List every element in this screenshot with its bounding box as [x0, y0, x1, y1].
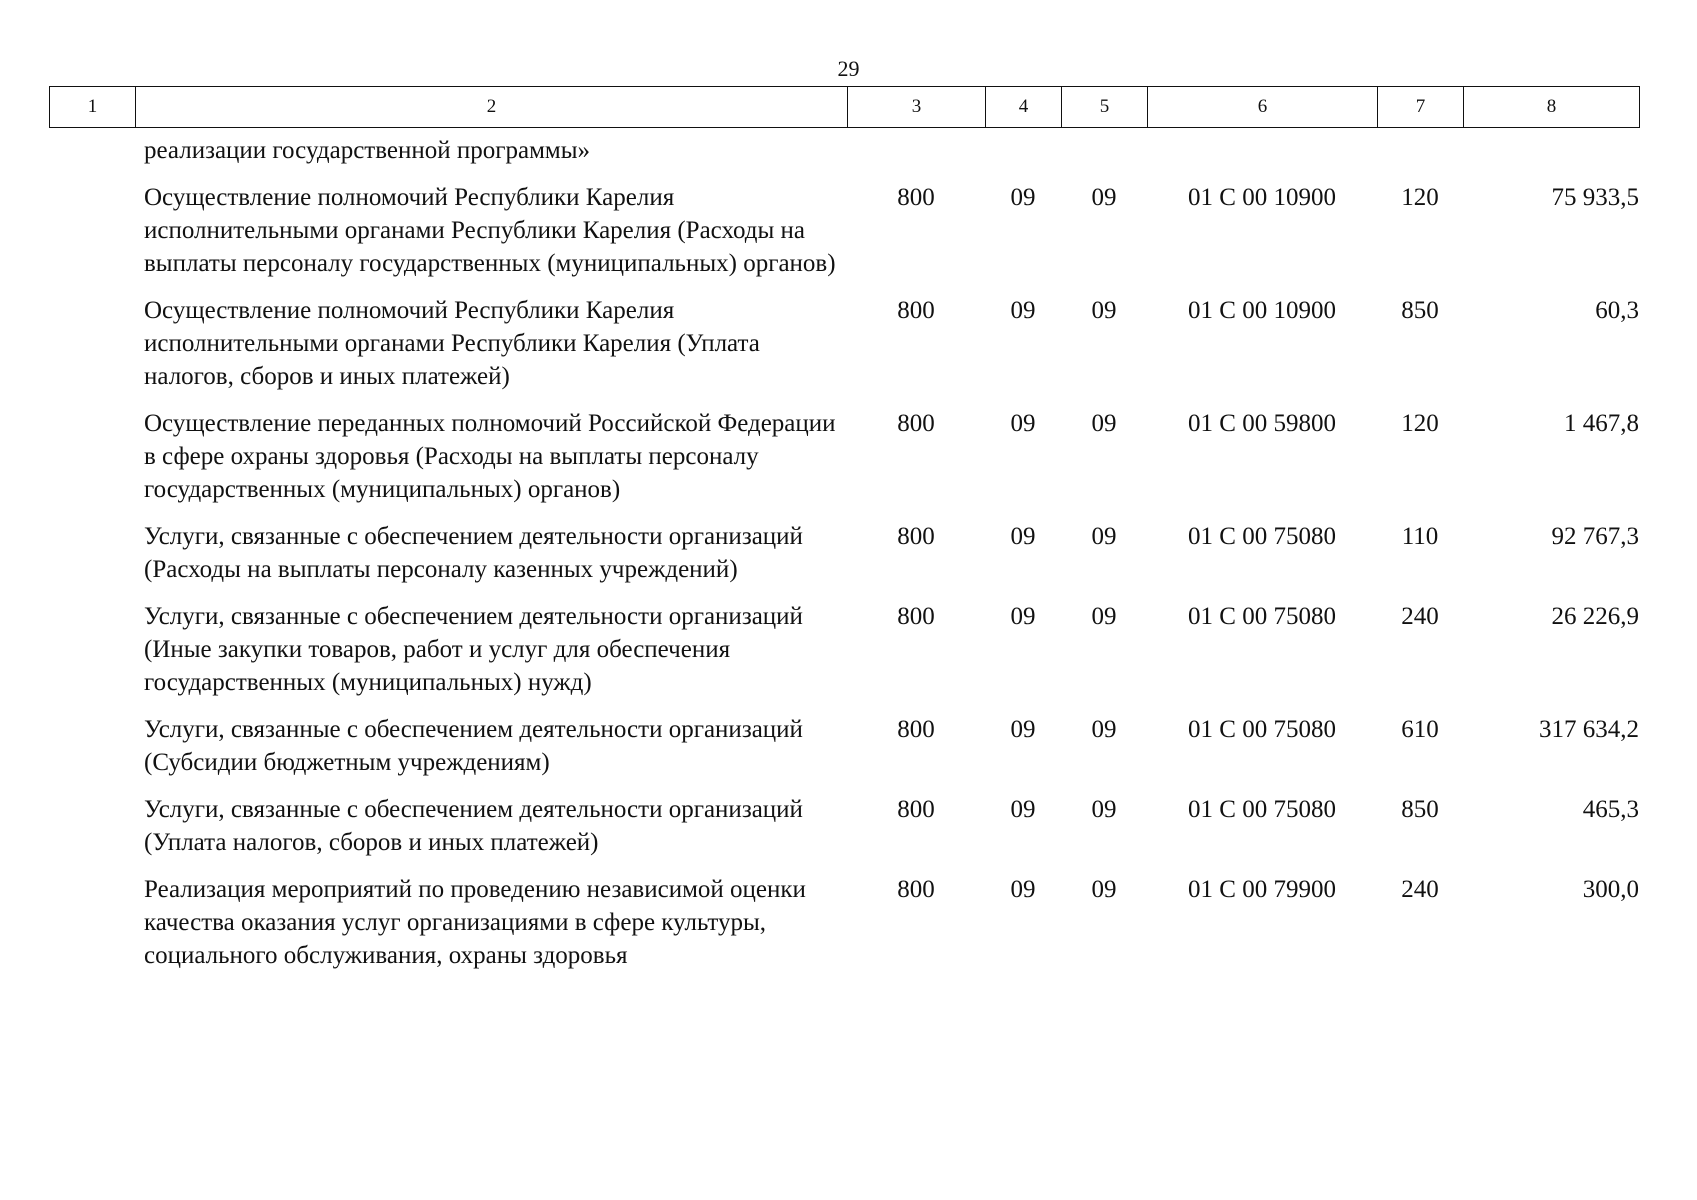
- subsection-code: 09: [1091, 796, 1117, 823]
- column-header-5: 5: [1062, 87, 1148, 128]
- subsection-code: 09: [1091, 297, 1117, 324]
- target-article-code: [1147, 130, 1377, 167]
- expense-type-code: 110: [1401, 523, 1439, 550]
- expense-name: Услуги, связанные с обеспечением деятельности организаций (Субсидии бюджетным учреждениям): [144, 716, 803, 776]
- subsection-code: 09: [1091, 523, 1117, 550]
- ministry-code: 800: [897, 876, 935, 903]
- table-row: [49, 167, 1639, 280]
- expense-name: Услуги, связанные с обеспечением деятельности организаций (Расходы на выплаты персоналу казенных учреждений): [144, 523, 803, 583]
- table-row: [49, 699, 1639, 779]
- budget-table-body: [49, 130, 1639, 972]
- ministry-code: 800: [897, 184, 935, 211]
- target-article-code: 01 С 00 75080: [1188, 716, 1336, 743]
- amount: 60,3: [1595, 297, 1639, 324]
- amount: [1463, 130, 1639, 167]
- column-header-1: 1: [50, 87, 136, 128]
- section-code: 09: [1010, 876, 1036, 903]
- table-row: [49, 393, 1639, 506]
- expense-type-code: 120: [1401, 184, 1439, 211]
- section-code: 09: [1010, 184, 1036, 211]
- amount: 300,0: [1582, 876, 1639, 903]
- subsection-code: 09: [1091, 876, 1117, 903]
- table-row: [49, 779, 1639, 859]
- subsection-code: 09: [1091, 716, 1117, 743]
- column-header-3: 3: [848, 87, 986, 128]
- expense-type-code: 850: [1401, 297, 1439, 324]
- page-number: 29: [837, 56, 860, 81]
- column-header-table: [49, 86, 1640, 128]
- expense-type-code: 850: [1401, 796, 1439, 823]
- expense-name: Услуги, связанные с обеспечением деятельности организаций (Уплата налогов, сборов и иных платежей): [144, 796, 803, 856]
- column-header-2: 2: [136, 87, 848, 128]
- target-article-code: 01 С 00 79900: [1188, 876, 1336, 903]
- ministry-code: 800: [897, 796, 935, 823]
- expense-name: Услуги, связанные с обеспечением деятельности организаций (Иные закупки товаров, работ и услуг для обеспечения государственных (муниципальных) нужд): [144, 603, 803, 696]
- table-row: [49, 859, 1639, 972]
- section-code: 09: [1010, 796, 1036, 823]
- amount: 75 933,5: [1551, 184, 1639, 211]
- column-header-6: 6: [1148, 87, 1378, 128]
- ministry-code: 800: [897, 603, 935, 630]
- section-code: [985, 130, 1061, 167]
- amount: 317 634,2: [1539, 716, 1639, 743]
- table-row: [49, 586, 1639, 699]
- expense-name: Осуществление полномочий Республики Карелия исполнительными органами Республики Карелия (Расходы на выплаты персоналу государственных (муниципальных) органов): [144, 184, 836, 277]
- amount: 92 767,3: [1551, 523, 1639, 550]
- table-row: [49, 280, 1639, 393]
- section-code: 09: [1010, 716, 1036, 743]
- expense-type-code: 240: [1401, 603, 1439, 630]
- column-header-row: [50, 87, 1640, 128]
- target-article-code: 01 С 00 59800: [1188, 410, 1336, 437]
- section-code: 09: [1010, 603, 1036, 630]
- ministry-code: 800: [897, 523, 935, 550]
- amount: 1 467,8: [1564, 410, 1639, 437]
- expense-name: Реализация мероприятий по проведению независимой оценки качества оказания услуг организациями в сфере культуры, социального обслуживания, охраны здоровья: [144, 876, 806, 969]
- subsection-code: 09: [1091, 410, 1117, 437]
- subsection-code: 09: [1091, 603, 1117, 630]
- expense-name: Осуществление полномочий Республики Карелия исполнительными органами Республики Карелия (Уплата налогов, сборов и иных платежей): [144, 297, 760, 390]
- expense-type-code: 240: [1401, 876, 1439, 903]
- target-article-code: 01 С 00 75080: [1188, 603, 1336, 630]
- expense-name: Осуществление переданных полномочий Российской Федерации в сфере охраны здоровья (Расходы на выплаты персоналу государственных (муниципальных) органов): [144, 410, 836, 503]
- target-article-code: 01 С 00 75080: [1188, 796, 1336, 823]
- expense-type-code: 610: [1401, 716, 1439, 743]
- section-code: 09: [1010, 523, 1036, 550]
- target-article-code: 01 С 00 75080: [1188, 523, 1336, 550]
- expense-type-code: 120: [1401, 410, 1439, 437]
- section-code: 09: [1010, 297, 1036, 324]
- column-header-7: 7: [1378, 87, 1464, 128]
- amount: 465,3: [1582, 796, 1639, 823]
- column-header-8: 8: [1464, 87, 1640, 128]
- expense-type-code: [1377, 130, 1463, 167]
- ministry-code: 800: [897, 716, 935, 743]
- subsection-code: [1061, 130, 1147, 167]
- target-article-code: 01 С 00 10900: [1188, 297, 1336, 324]
- section-code: 09: [1010, 410, 1036, 437]
- ministry-code: 800: [897, 297, 935, 324]
- subsection-code: 09: [1091, 184, 1117, 211]
- expense-name: реализации государственной программы»: [144, 137, 591, 164]
- target-article-code: 01 С 00 10900: [1188, 184, 1336, 211]
- amount: 26 226,9: [1551, 603, 1639, 630]
- table-row: [49, 130, 1639, 167]
- ministry-code: 800: [897, 410, 935, 437]
- column-header-4: 4: [986, 87, 1062, 128]
- ministry-code: [847, 130, 985, 167]
- table-row: [49, 506, 1639, 586]
